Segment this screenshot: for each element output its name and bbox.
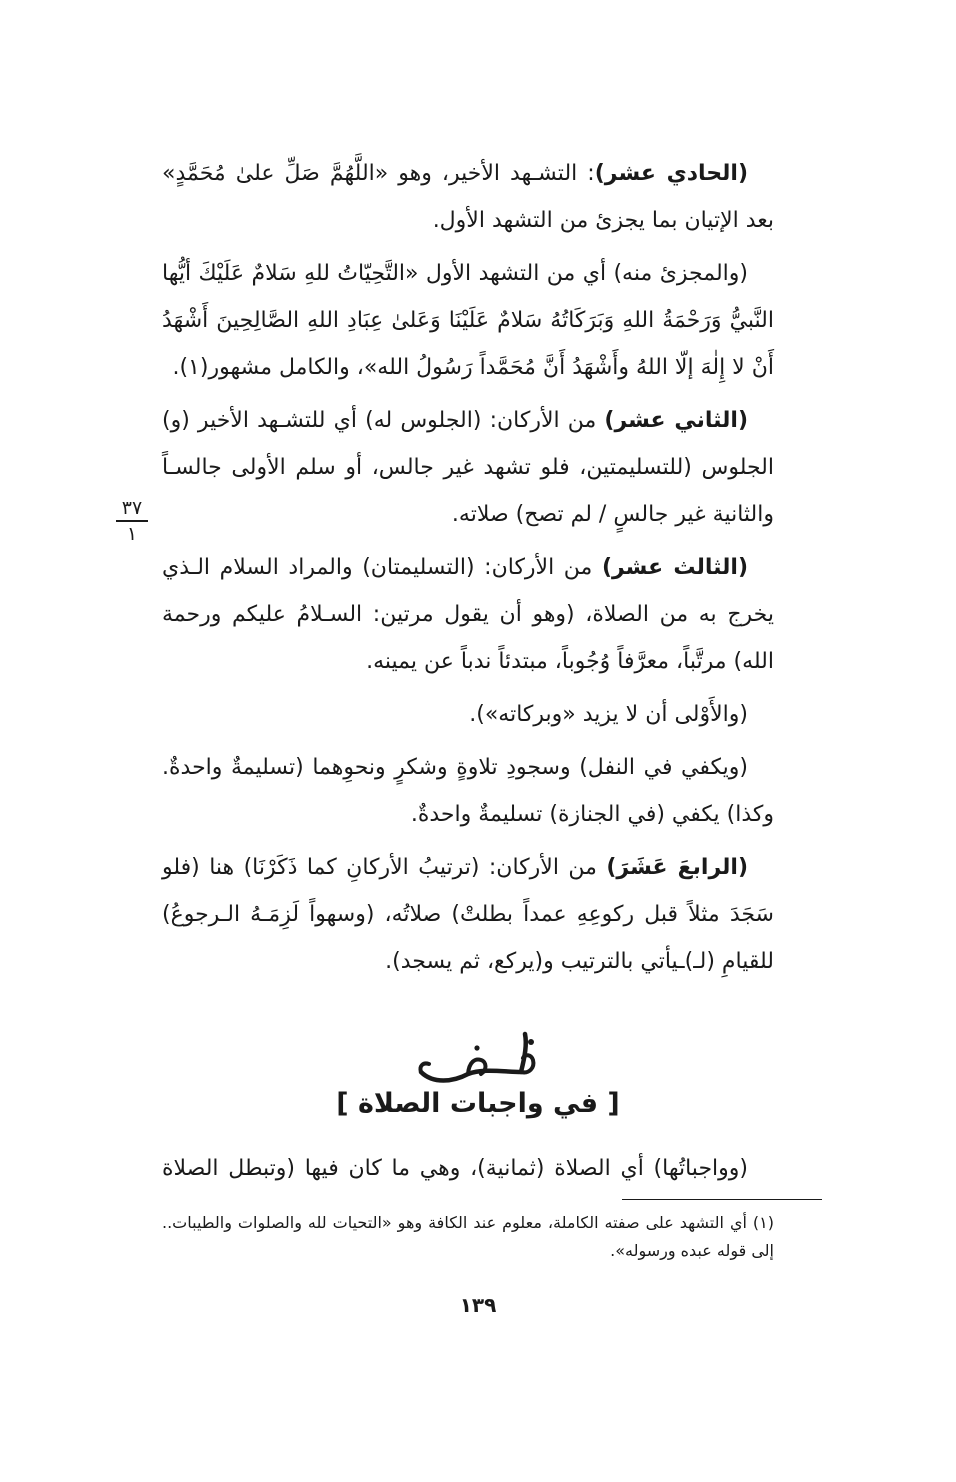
paragraph-text: : التشـهد الأخير، وهو «اللَّهُمَّ صَلِّ علىٰ مُحَمَّدٍ» بعد الإتيان بما يجزئ من التشهد الأول. (162, 161, 774, 233)
main-text (162, 150, 774, 991)
paragraph-label: (الحادي عشر) (594, 161, 748, 186)
margin-ref-part: ١ (126, 523, 138, 545)
margin-reference (116, 498, 148, 544)
paragraph-13 (162, 544, 774, 685)
paragraph-14 (162, 844, 774, 985)
paragraph-label: (الرابعَ عَشَرَ) (606, 855, 748, 880)
page-number: ١٣٩ (459, 1293, 497, 1317)
paragraph-tashahhud-minimum (162, 250, 774, 391)
paragraph-text: (ويكفي في النفل) وسجودِ تلاوةٍ وشكرٍ ونحوِهما (تسليمةٌ واحدةٌ. وكذا) يكفي (في الجنازة) تسليمةٌ واحدةٌ. (162, 755, 774, 827)
fasl-ornament-wrap (0, 1022, 956, 1092)
paragraph-nafl (162, 744, 774, 838)
paragraph-11 (162, 150, 774, 244)
margin-ref-volume: ٣٧ (116, 498, 148, 522)
footnote: (١) أي التشهد على صفته الكاملة، معلوم عند الكافة وهو «التحيات لله والصلوات والطيبات.. إلى قوله عبده ورسوله». (162, 1213, 774, 1260)
paragraph-label: (الثاني عشر) (604, 408, 749, 433)
paragraph-text: من الأركان: (الجلوس له) أي للتشـهد الأخير (و) الجلوس (للتسليمتين، فلو تشهد غير جالس، أو سلم الأولى جالسـاً والثانية غير جالسٍ / لم تصح) صلاته. (162, 408, 774, 527)
paragraph-label: (الثالث عشر) (601, 555, 748, 580)
paragraph-text: من الأركان: (التسليمتان) والمراد السلام الـذي يخرج به من الصلاة، (وهو أن يقول مرتين: السـلامُ عليكم ورحمة الله) مرتَّباً، معرَّفاً وُجُوباً، مبتدئاً ندباً عن يمينه. (162, 555, 774, 674)
paragraph-text: (والمجزئ منه) أي من التشهد الأول «التَّحِيّاتُ للهِ سَلامٌ عَلَيْكَ أيُّها النَّبيُّ وَرَحْمَةُ اللهِ وَبَرَكَاتُهُ سَلامٌ عَلَيْنَا وَعَلىٰ عِبَادِ اللهِ الصَّالِحِينَ أَشْهَدُ أَنْ لا إِلٰهَ إلّا اللهُ وأَشْهَدُ أَنَّ مُحَمَّداً رَسُولُ الله»، والكامل مشهور(١). (162, 261, 774, 380)
section-title: [ في واجبات الصلاة ] (336, 1088, 620, 1119)
section-first-line: (وواجباتُها) أي الصلاة (ثمانية)، وهي ما كان فيها (وتبطل الصلاة (162, 1156, 748, 1181)
paragraph-text: (والأَوْلى أن لا يزيد «وبركاته»). (469, 702, 748, 727)
paragraph-12 (162, 397, 774, 538)
paragraph-awla (162, 691, 774, 738)
footnote-rule (622, 1199, 822, 1200)
fasl-calligraphy-icon (413, 1022, 543, 1088)
paragraph-text: من الأركان: (ترتيبُ الأركانِ كما ذَكَرْنَا) هنا (فلو سَجَدَ مثلاً قبل ركوعِهِ عمداً بطلتْ) صلاتُه، (وسهواً لَزِمَـهُ الـرجوعُ) للقيامِ (لـ)ـيأتي بالترتيب و(يركع، ثم يسجد). (162, 855, 774, 974)
